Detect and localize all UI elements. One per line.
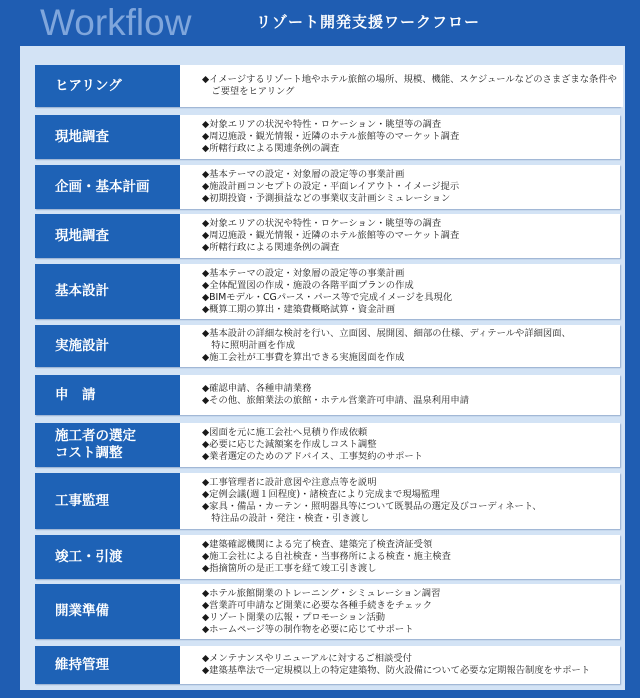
step-label: 基本設計 [55, 283, 109, 299]
step-description [180, 165, 620, 209]
step-label-box [35, 214, 180, 258]
step-description [180, 646, 620, 684]
step-description [180, 115, 620, 159]
step-label-box [35, 264, 180, 319]
step-planning [35, 165, 620, 209]
step-basic-design [35, 264, 620, 319]
step-detailed-design [35, 325, 620, 367]
step-line: 特に照明計画を作成 [202, 340, 295, 351]
step-line: ◆ホテル旅館開業のトレーニング・シミュレーション調習 [202, 587, 441, 599]
step-line: ◆所轄行政による関連条例の調査 [202, 242, 340, 253]
step-line: ◆業者選定のためのアドバイス、工事契約のサポート [202, 451, 423, 462]
step-line: ◆工事管理者に設計意図や注意点等を説明 [202, 477, 377, 488]
step-label: ヒアリング [55, 77, 122, 94]
step-line: ◆営業許可申請など開業に必要な各種手続きをチェック [202, 599, 432, 611]
step-label-box [35, 115, 180, 159]
step-line: ◆対象エリアの状況や特性・ロケーション・眺望等の調査 [202, 119, 442, 130]
step-line: ◆ホームページ等の制作物を必要に応じてサポート [202, 623, 414, 635]
step-line: ◆周辺施設・観光情報・近隣のホテル旅館等のマーケット調査 [202, 230, 460, 241]
step-hearing [35, 65, 620, 107]
step-line: ◆指摘箇所の是正工事を経て竣工引き渡し [202, 563, 377, 574]
step-line: ◆建築基準法で一定規模以上の特定建築物、防火設備について必要な定期報告制度をサポート [202, 665, 591, 676]
step-site-survey-1 [35, 115, 620, 159]
step-line: ◆リゾート開業の広報・プロモーション活動 [202, 611, 386, 623]
step-label-box [35, 325, 180, 367]
step-label: 竣工・引渡 [55, 548, 123, 565]
step-line: ◆家具・備品・カーテン・照明器具等について既製品の選定及びコーディネート、 [202, 501, 542, 512]
step-line: ◆建築確認機関による完了検査、建築完了検査済証受領 [202, 539, 433, 550]
step-label-box [35, 473, 180, 529]
step-label-box [35, 646, 180, 684]
step-description [180, 423, 620, 467]
step-description [180, 375, 620, 415]
step-line: ◆概算工期の算出・建築費概略試算・資金計画 [202, 303, 396, 315]
header [0, 0, 640, 44]
step-line: ◆基本テーマの設定・対象層の設定等の事業計画 [202, 169, 405, 180]
step-label: 工事監理 [55, 492, 109, 509]
step-label-box [35, 423, 180, 467]
step-site-survey-2 [35, 214, 620, 258]
step-label-box [35, 375, 180, 415]
page-title: リゾート開発支援ワークフロー [256, 13, 481, 31]
step-opening-preparation [35, 584, 620, 639]
step-line: ◆確認申請、各種申請業務 [202, 383, 312, 394]
step-label-box [35, 535, 180, 579]
step-label: 企画・基本計画 [55, 178, 150, 195]
step-description [180, 325, 620, 367]
step-line: ◆施工会社が工事費を算出できる実施図面を作成 [202, 352, 405, 363]
step-line: 特注品の設計・発注・検査・引き渡し [202, 513, 370, 524]
step-label-box [35, 165, 180, 209]
step-description [180, 584, 620, 639]
step-label: 開業準備 [55, 603, 109, 619]
step-line: ◆施工会社による自社検査・当事務所による検査・施主検査 [202, 551, 451, 562]
step-line: ◆施設計画コンセプトの設定・平面レイアウト・イメージ提示 [202, 181, 460, 192]
step-line: ◆その他、旅館業法の旅館・ホテル営業許可申請、温泉利用申請 [202, 395, 469, 406]
step-description [180, 535, 620, 579]
step-description [180, 65, 623, 107]
step-line: ◆BIMモデル・CGパース・パース等で完成イメージを具現化 [202, 291, 453, 303]
step-line: ◆イメージするリゾート地やホテル旅館の場所、規模、機能、スケジュールなどのさまざまな条件や [202, 74, 617, 85]
step-contractor-selection [35, 423, 620, 467]
step-line: ◆所轄行政による関連条例の調査 [202, 143, 340, 154]
step-description [180, 264, 620, 319]
step-description [180, 473, 620, 529]
workflow-heading: Workflow [40, 2, 192, 43]
step-description [180, 214, 620, 258]
step-label-box [35, 65, 180, 107]
step-label: 施工者の選定 コスト調整 [55, 428, 136, 461]
step-line: ◆図面を元に施工会社へ見積り作成依頼 [202, 427, 368, 438]
step-label-box [35, 584, 180, 639]
step-line: ◆初期投資・予測損益などの事業収支計画シミュレーション [202, 193, 451, 204]
step-line: ◆必要に応じた減額案を作成しコスト調整 [202, 439, 377, 450]
step-construction-supervision [35, 473, 620, 529]
step-line: ◆メンテナンスやリニューアルに対するご相談受付 [202, 653, 412, 664]
step-line: ◆周辺施設・観光情報・近隣のホテル旅館等のマーケット調査 [202, 131, 460, 142]
step-completion-handover [35, 535, 620, 579]
step-label: 現地調査 [55, 128, 109, 145]
step-line: ◆基本テーマの設定・対象層の設定等の事業計画 [202, 267, 405, 279]
step-line: ご要望をヒアリング [202, 86, 295, 97]
step-line: ◆全体配置図の作成・施設の各階平面プランの作成 [202, 279, 414, 291]
step-line: ◆対象エリアの状況や特性・ロケーション・眺望等の調査 [202, 218, 442, 229]
step-label: 維持管理 [55, 656, 109, 673]
step-line: ◆基本設計の詳細な検討を行い、立面図、展開図、細部の仕様、ディテールや詳細図面、 [202, 328, 571, 339]
step-label: 実施設計 [55, 337, 109, 354]
step-label: 現地調査 [55, 227, 109, 244]
step-line: ◆定例会議(週１回程度)・諸検査により完成まで現場監理 [202, 489, 440, 500]
step-label: 申 請 [55, 386, 96, 403]
step-maintenance [35, 646, 620, 684]
step-application [35, 375, 620, 415]
